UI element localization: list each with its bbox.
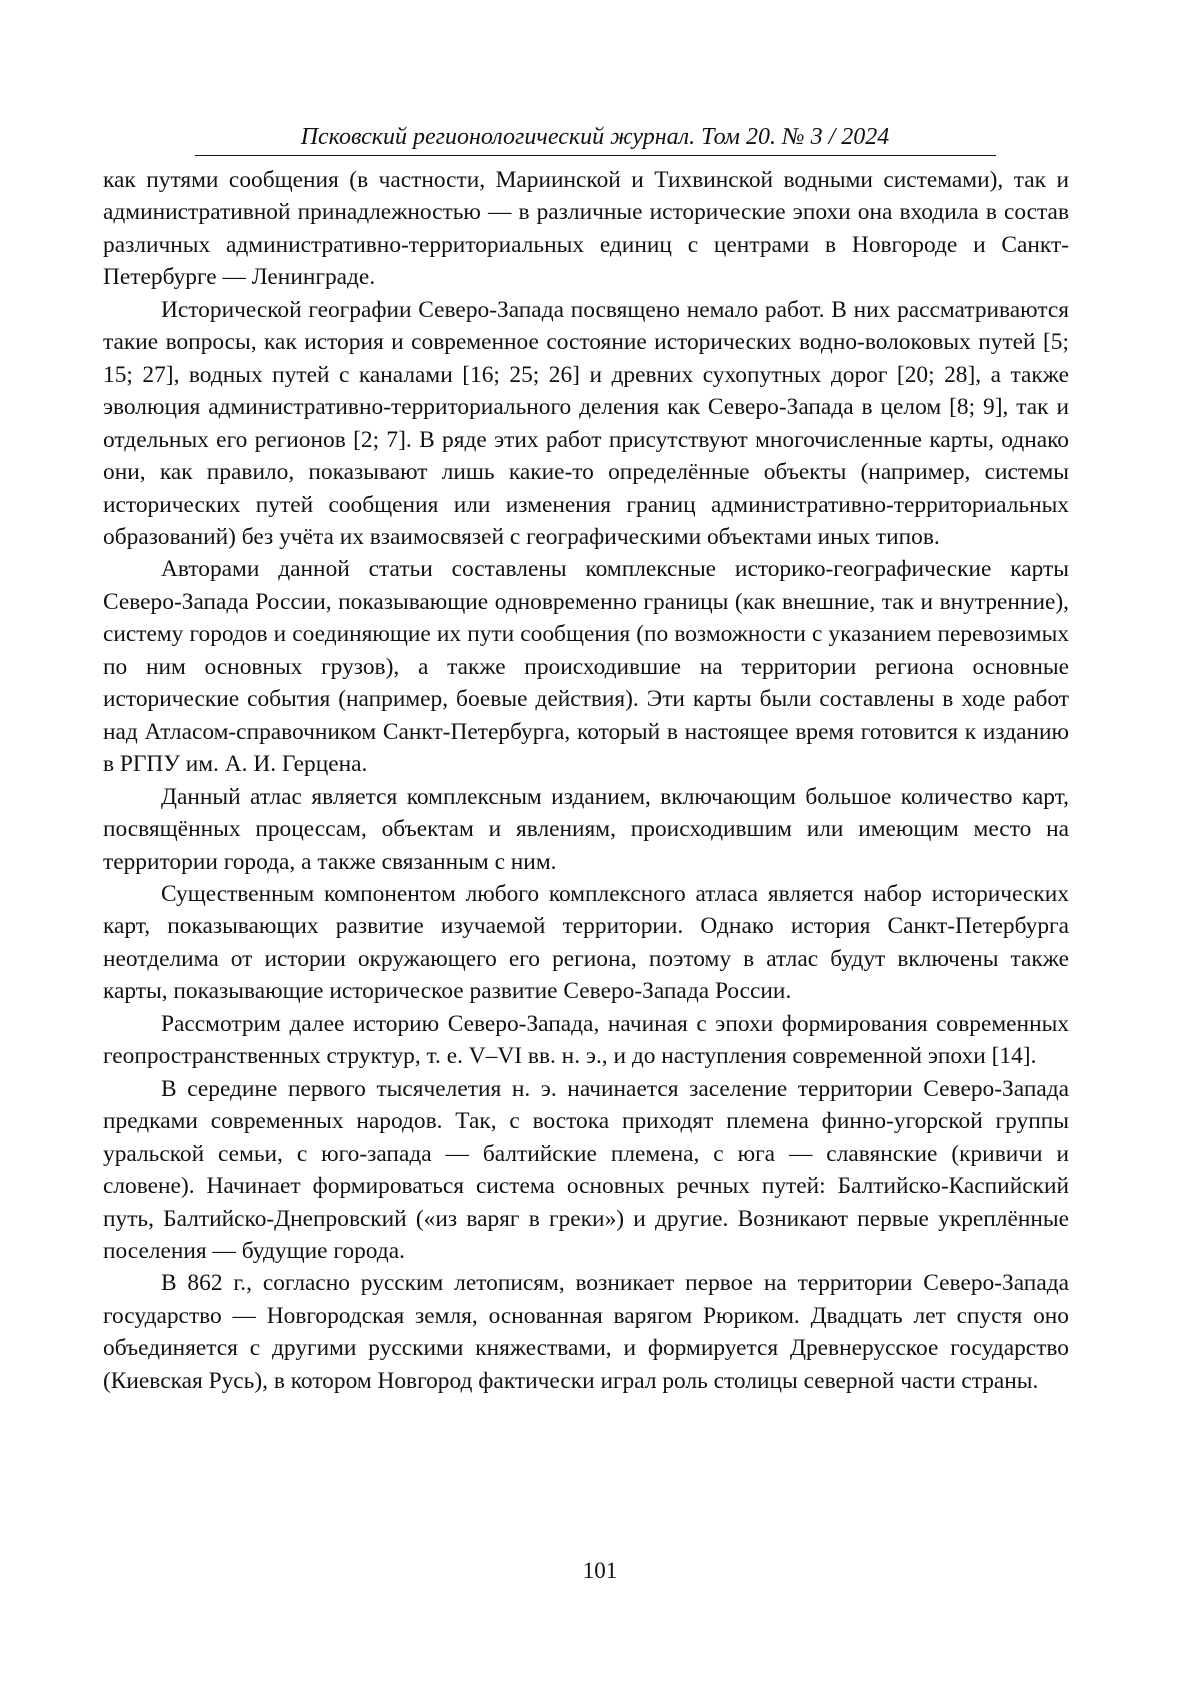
article-body (103, 164, 1069, 1397)
paragraph-continuation: как путями сообщения (в частности, Мариинской и Тихвинской водными системами), так и административной принадлежностью — в различные исторические эпохи она входила в состав различных административно-территориальных единиц с центрами в Новгороде и Санкт-Петербурге — Ленинграде. (103, 167, 1069, 291)
paragraph: Существенным компонентом любого комплексного атласа является набор исторических карт, показывающих развитие изучаемой территории. Однако история Санкт-Петербурга неотделима от истории окружающего его региона, поэтому в атлас будут включены также карты, показывающие историческое развитие Северо-Запада России. (103, 880, 1069, 1005)
running-header: Псковский регионологический журнал. Том 20. № 3 / 2024 (300, 124, 890, 150)
paragraph: Рассмотрим далее историю Северо-Запада, начиная с эпохи формирования современных геопространственных структур, т. е. V–VI вв. н. э., и до наступления современной эпохи [14]. (103, 1010, 1069, 1070)
paragraph: Авторами данной статьи составлены комплексные историко-географические карты Северо-Запада России, показывающие одновременно границы (как внешние, так и внутренние), систему городов и соединяющие их пути сообщения (по возможности с указанием перевозимых по ним основных грузов), а также происходившие на территории региона основные исторические события (например, боевые действия). Эти карты были составлены в ходе работ над Атласом-справочником Санкт-Петербурга, который в настоящее время готовится к изданию в РГПУ им. А. И. Герцена. (103, 556, 1069, 778)
paragraph: В 862 г., согласно русским летописям, возникает первое на территории Северо-Запада государство — Новгородская земля, основанная варягом Рюриком. Двадцать лет спустя оно объединяется с другими русскими княжествами, и формируется Древнерусское государство (Киевская Русь), в котором Новгород фактически играл роль столицы северной части страны. (103, 1270, 1069, 1394)
paragraph: Исторической географии Северо-Запада посвящено немало работ. В них рассматриваются такие вопросы, как история и современное состояние исторических водно-волоковых путей [5; 15; 27], водных путей с каналами [16; 25; 26] и древних сухопутных дорог [20; 28], а также эволюция административно-территориального деления как Северо-Запада в целом [8; 9], так и отдельных его регионов [2; 7]. В ряде этих работ присутствуют многочисленные карты, однако они, как правило, показывают лишь какие-то определённые объекты (например, системы исторических путей сообщения или изменения границ административно-территориальных образований) без учёта их взаимосвязей с географическими объектами иных типов. (103, 296, 1069, 550)
header-rule (195, 155, 996, 156)
paragraph: Данный атлас является комплексным изданием, включающим большое количество карт, посвящённых процессам, объектам и явлениям, происходившим или имеющим место на территории города, а также связанным с ним. (103, 783, 1069, 875)
paragraph: В середине первого тысячелетия н. э. начинается заселение территории Северо-Запада предками современных народов. Так, с востока приходят племена финно-угорской группы уральской семьи, с юго-запада — балтийские племена, с юга — славянские (кривичи и словене). Начинает формироваться система основных речных путей: Балтийско-Каспийский путь, Балтийско-Днепровский («из варяг в греки») и другие. Возникают первые укреплённые поселения — будущие города. (103, 1075, 1069, 1264)
page-number: 101 (582, 1558, 618, 1583)
